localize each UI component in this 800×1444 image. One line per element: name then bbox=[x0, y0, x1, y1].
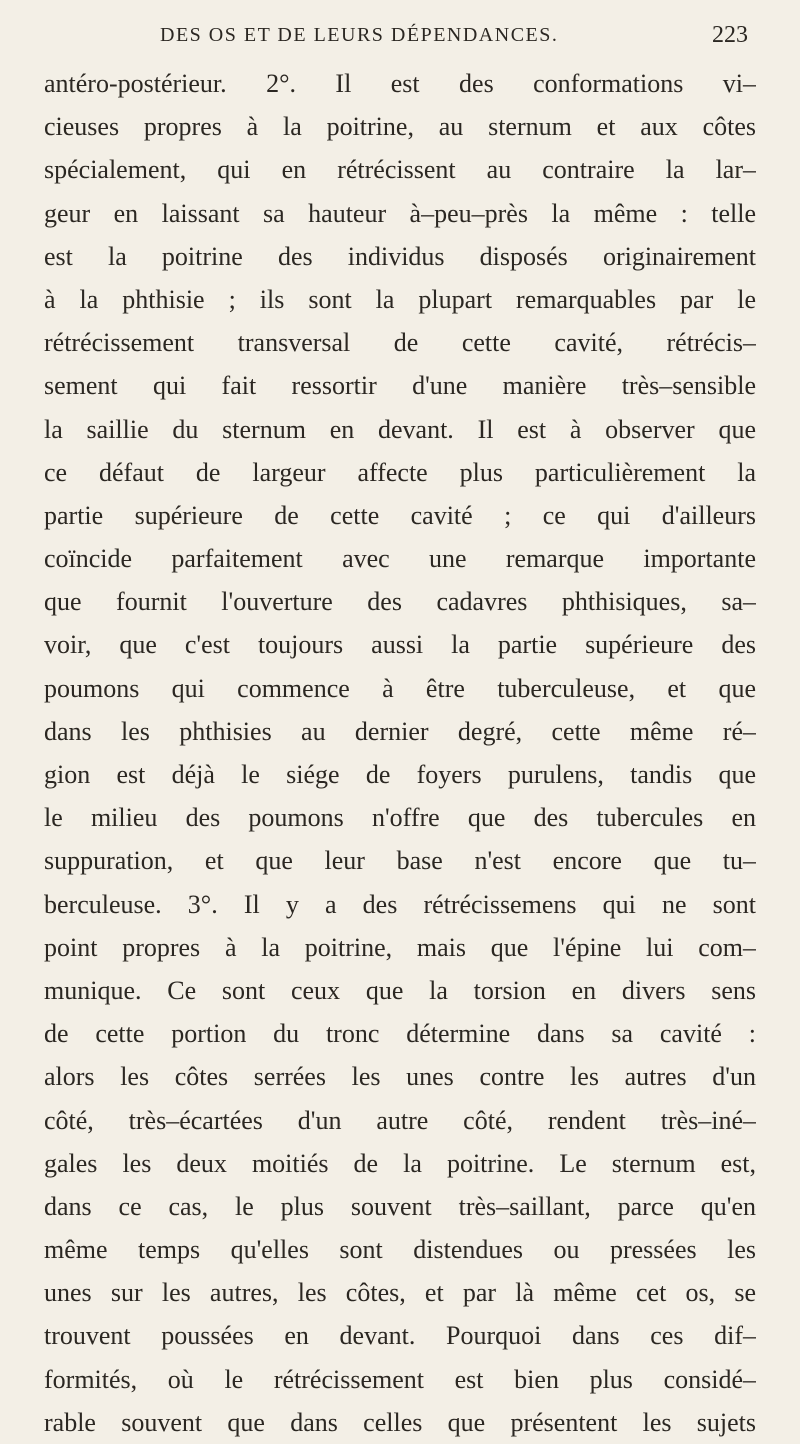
body-text bbox=[44, 62, 756, 1444]
text-line: coïncide parfaitement avec une remarque importante bbox=[44, 544, 756, 574]
text-line: berculeuse. 3°. Il y a des rétrécissemens qui ne sont bbox=[44, 889, 756, 919]
text-line: que fournit l'ouverture des cadavres phthisiques, sa– bbox=[44, 587, 756, 617]
text-line: même temps qu'elles sont distendues ou pressées les bbox=[44, 1235, 756, 1265]
text-line: dans ce cas, le plus souvent très–saillant, parce qu'en bbox=[44, 1191, 756, 1221]
text-line: gales les deux moitiés de la poitrine. Le sternum est, bbox=[44, 1148, 756, 1178]
text-line: ce défaut de largeur affecte plus particulièrement la bbox=[44, 457, 756, 487]
text-line: dans les phthisies au dernier degré, cette même ré– bbox=[44, 716, 756, 746]
text-line: suppuration, et que leur base n'est encore que tu– bbox=[44, 846, 756, 876]
text-line: rable souvent que dans celles que présentent les sujets bbox=[44, 1407, 756, 1437]
text-line: unes sur les autres, les côtes, et par là même cet os, se bbox=[44, 1278, 756, 1308]
text-line: côté, très–écartées d'un autre côté, rendent très–iné– bbox=[44, 1105, 756, 1135]
text-line: spécialement, qui en rétrécissent au contraire la lar– bbox=[44, 155, 756, 185]
text-line: cieuses propres à la poitrine, au sternum et aux côtes bbox=[44, 112, 756, 142]
text-line: poumons qui commence à être tuberculeuse, et que bbox=[44, 673, 756, 703]
text-line: la saillie du sternum en devant. Il est à observer que bbox=[44, 414, 756, 444]
text-line: geur en laissant sa hauteur à–peu–près la même : telle bbox=[44, 198, 756, 228]
running-head bbox=[160, 18, 760, 58]
text-line: alors les côtes serrées les unes contre les autres d'un bbox=[44, 1062, 756, 1092]
running-title: DES OS ET DE LEURS DÉPENDANCES. bbox=[160, 24, 559, 46]
text-line: sement qui fait ressortir d'une manière très–sensible bbox=[44, 371, 756, 401]
text-line: voir, que c'est toujours aussi la partie supérieure des bbox=[44, 630, 756, 660]
text-line: le milieu des poumons n'offre que des tubercules en bbox=[44, 803, 756, 833]
text-line: munique. Ce sont ceux que la torsion en divers sens bbox=[44, 975, 756, 1005]
page-number: 223 bbox=[712, 22, 748, 48]
text-line: formités, où le rétrécissement est bien plus considé– bbox=[44, 1364, 756, 1394]
text-line: trouvent poussées en devant. Pourquoi dans ces dif– bbox=[44, 1321, 756, 1351]
text-line: gion est déjà le siége de foyers purulens, tandis que bbox=[44, 760, 756, 789]
text-line: partie supérieure de cette cavité ; ce qui d'ailleurs bbox=[44, 500, 756, 530]
text-line: rétrécissement transversal de cette cavité, rétrécis– bbox=[44, 328, 756, 358]
text-line: est la poitrine des individus disposés originairement bbox=[44, 241, 756, 271]
text-line: de cette portion du tronc détermine dans sa cavité : bbox=[44, 1019, 756, 1049]
text-line: point propres à la poitrine, mais que l'épine lui com– bbox=[44, 932, 756, 962]
text-line: à la phthisie ; ils sont la plupart remarquables par le bbox=[44, 284, 756, 314]
text-line: antéro-postérieur. 2°. Il est des conformations vi– bbox=[44, 69, 756, 98]
